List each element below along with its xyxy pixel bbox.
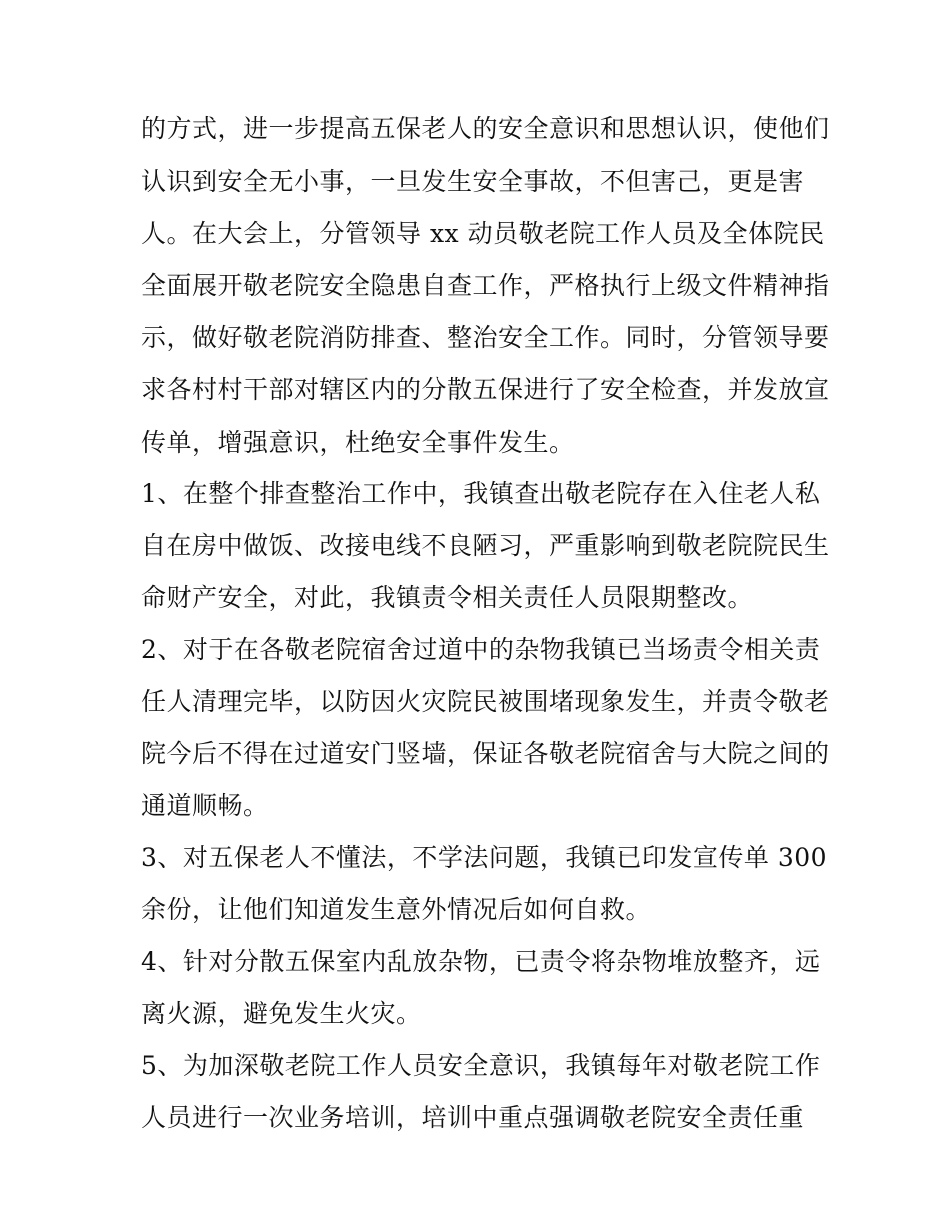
text-line: 的方式，进一步提高五保老人的安全意识和思想认识，使他们 — [141, 114, 830, 143]
list-item-line: 余份，让他们知道发生意外情况后如何自救。 — [141, 895, 652, 924]
list-item-line: 自在房中做饭、改接电线不良陋习，严重影响到敬老院院民生 — [141, 531, 830, 560]
text-line: 人。在大会上，分管领导 xx 动员敬老院工作人员及全体院民 — [141, 219, 825, 248]
text-line: 全面展开敬老院安全隐患自查工作，严格执行上级文件精神指 — [141, 271, 830, 300]
text-line: 求各村村干部对辖区内的分散五保进行了安全检查，并发放宣 — [141, 375, 830, 404]
list-item-line: 3、对五保老人不懂法，不学法问题，我镇已印发宣传单 300 — [141, 843, 828, 872]
text-line: 认识到安全无小事，一旦发生安全事故，不但害己，更是害 — [141, 167, 805, 196]
list-item-line: 通道顺畅。 — [141, 791, 269, 820]
text-line: 传单，增强意识，杜绝安全事件发生。 — [141, 428, 575, 457]
text-line: 示，做好敬老院消防排查、整治安全工作。同时，分管领导要 — [141, 323, 830, 352]
list-item-line: 离火源，避免发生火灾。 — [141, 999, 422, 1028]
list-item-line: 院今后不得在过道安门竖墙，保证各敬老院宿舍与大院之间的 — [141, 739, 830, 768]
list-item-line: 5、为加深敬老院工作人员安全意识，我镇每年对敬老院工作 — [141, 1051, 821, 1080]
list-item-line: 1、在整个排查整治工作中，我镇查出敬老院存在入住老人私 — [141, 479, 821, 508]
list-item-line: 人员进行一次业务培训，培训中重点强调敬老院安全责任重 — [141, 1103, 805, 1132]
list-item-line: 命财产安全，对此，我镇责令相关责任人员限期整改。 — [141, 583, 754, 612]
list-item-line: 2、对于在各敬老院宿舍过道中的杂物我镇已当场责令相关责 — [141, 635, 821, 664]
list-item-line: 任人清理完毕，以防因火灾院民被围堵现象发生，并责令敬老 — [141, 687, 830, 716]
list-item-line: 4、针对分散五保室内乱放杂物，已责令将杂物堆放整齐，远 — [141, 947, 821, 976]
